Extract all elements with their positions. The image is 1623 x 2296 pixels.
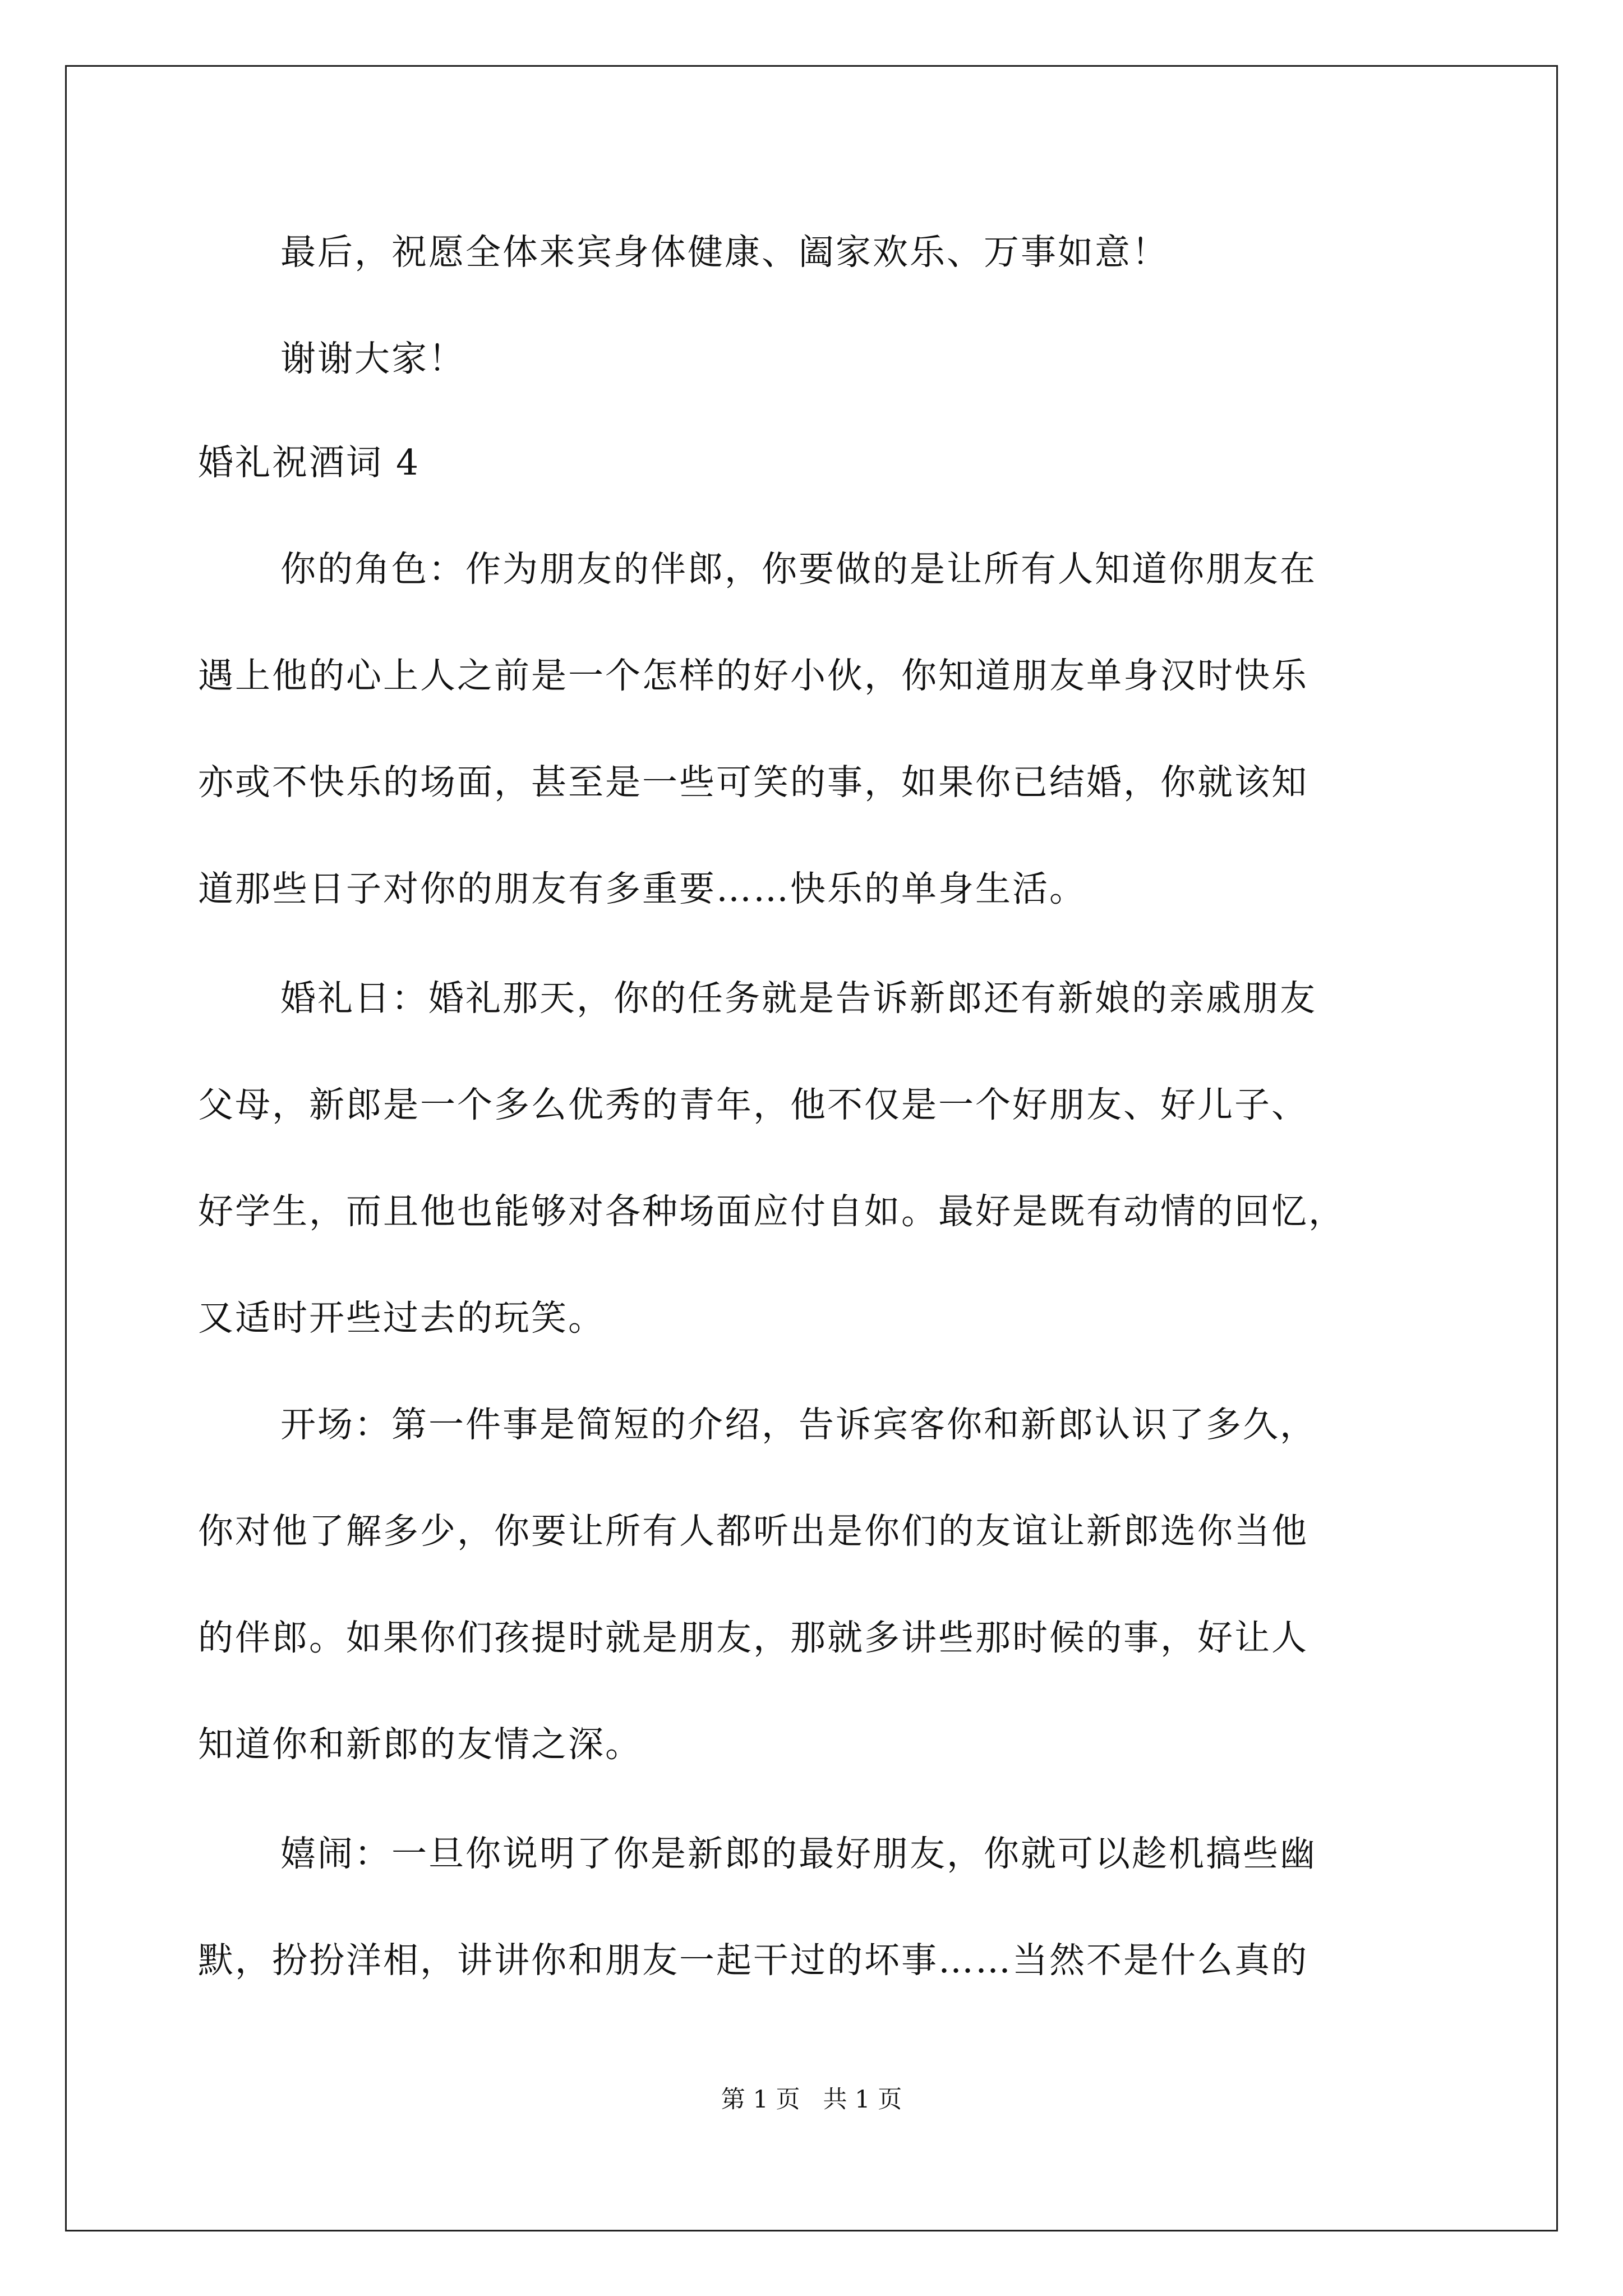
paragraph-line: 你的角色：作为朋友的伴郎，你要做的是让所有人知道你朋友在 xyxy=(280,549,1317,590)
paragraph-line: 默，扮扮洋相，讲讲你和朋友一起干过的坏事……当然不是什么真的 xyxy=(198,1940,1308,1981)
paragraph-line: 父母，新郎是一个多么优秀的青年，他不仅是一个好朋友、好儿子、 xyxy=(198,1084,1308,1125)
paragraph-line: 嬉闹：一旦你说明了你是新郎的最好朋友，你就可以趁机搞些幽 xyxy=(280,1833,1317,1874)
paragraph-line: 知道你和新郎的友情之深。 xyxy=(198,1724,642,1765)
paragraph-line: 的伴郎。如果你们孩提时就是朋友，那就多讲些那时候的事，好让人 xyxy=(198,1617,1308,1658)
paragraph-line: 婚礼日：婚礼那天，你的任务就是告诉新郎还有新娘的亲戚朋友 xyxy=(280,978,1317,1019)
paragraph-line: 道那些日子对你的朋友有多重要……快乐的单身生活。 xyxy=(198,868,1086,909)
paragraph-line: 好学生，而且他也能够对各种场面应付自如。最好是既有动情的回忆， xyxy=(198,1191,1345,1232)
paragraph-line: 亦或不快乐的场面，甚至是一些可笑的事，如果你已结婚，你就该知 xyxy=(198,762,1308,803)
section-title: 婚礼祝酒词 4 xyxy=(198,442,421,483)
paragraph-line: 开场：第一件事是简短的介绍，告诉宾客你和新郎认识了多久， xyxy=(280,1404,1317,1445)
paragraph-line: 又适时开些过去的玩笑。 xyxy=(198,1297,605,1338)
paragraph-line: 遇上他的心上人之前是一个怎样的好小伙，你知道朋友单身汉时快乐 xyxy=(198,655,1308,696)
closing-wish: 最后，祝愿全体来宾身体健康、阖家欢乐、万事如意！ xyxy=(280,232,1169,273)
page-footer: 第 1 页 共 1 页 xyxy=(721,2086,902,2114)
paragraph-line: 你对他了解多少，你要让所有人都听出是你们的友谊让新郎选你当他 xyxy=(198,1511,1308,1552)
closing-thanks: 谢谢大家！ xyxy=(280,338,465,379)
page-border xyxy=(65,65,1558,2231)
